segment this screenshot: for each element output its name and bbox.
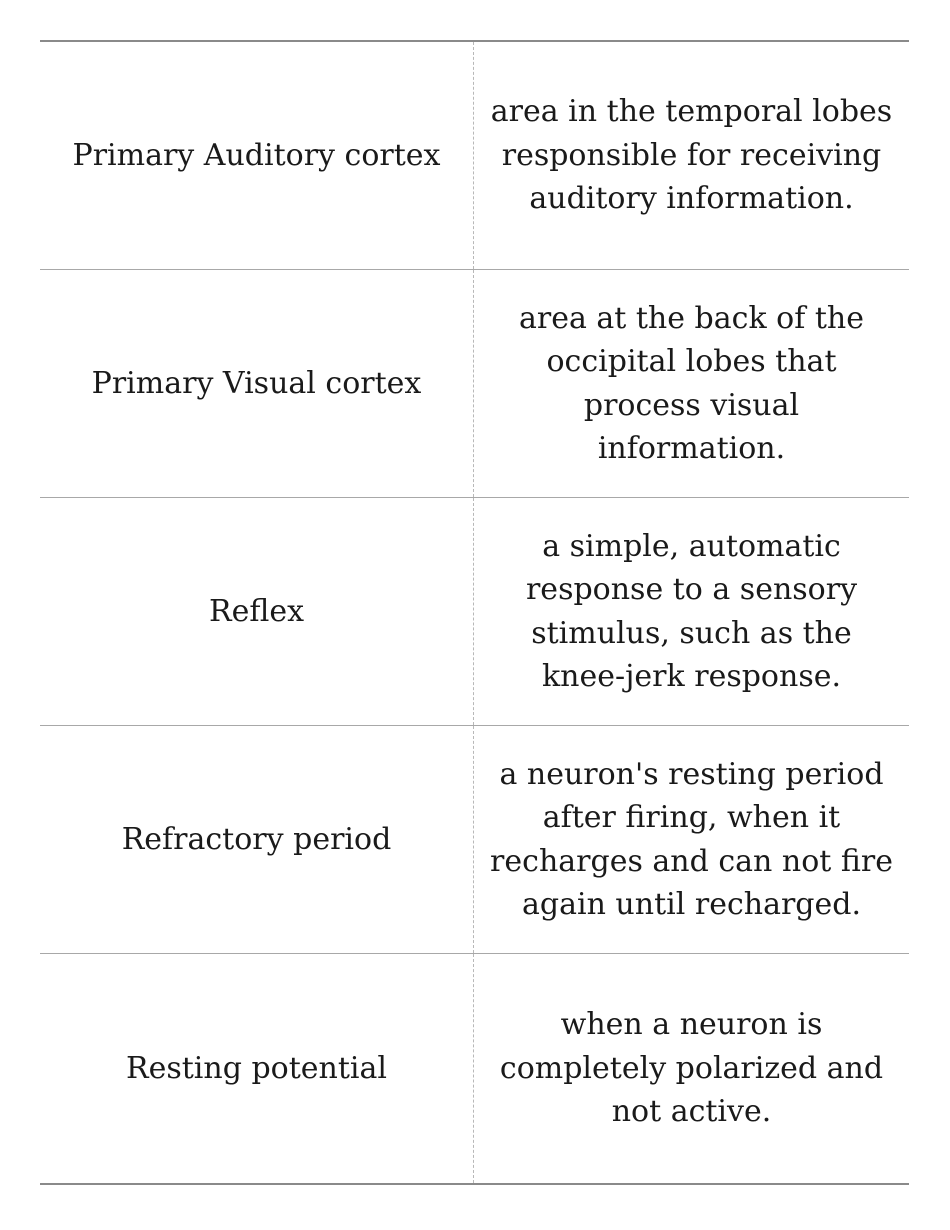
flashcard-row xyxy=(40,954,909,1183)
card-definition: when a neuron is completely polarized and not active. xyxy=(499,1007,884,1130)
flashcard-row xyxy=(40,498,909,726)
card-definition: area at the back of the occipital lobes that process visual information. xyxy=(519,300,864,466)
card-term: Reflex xyxy=(40,498,474,725)
card-definition: a neuron's resting period after firing, when it recharges and can not fire again until recharged. xyxy=(490,756,893,922)
card-term: Refractory period xyxy=(40,726,474,953)
card-definition: a simple, automatic response to a sensory stimulus, such as the knee-jerk response. xyxy=(525,528,858,694)
card-term: Primary Visual cortex xyxy=(40,270,474,497)
card-term: Primary Auditory cortex xyxy=(40,42,474,269)
card-term: Resting potential xyxy=(40,954,474,1183)
flashcard-row xyxy=(40,270,909,498)
flashcard-sheet xyxy=(40,40,909,1185)
card-definition: area in the temporal lobes responsible for receiving auditory information. xyxy=(490,94,893,217)
flashcard-row xyxy=(40,42,909,270)
flashcard-row xyxy=(40,726,909,954)
